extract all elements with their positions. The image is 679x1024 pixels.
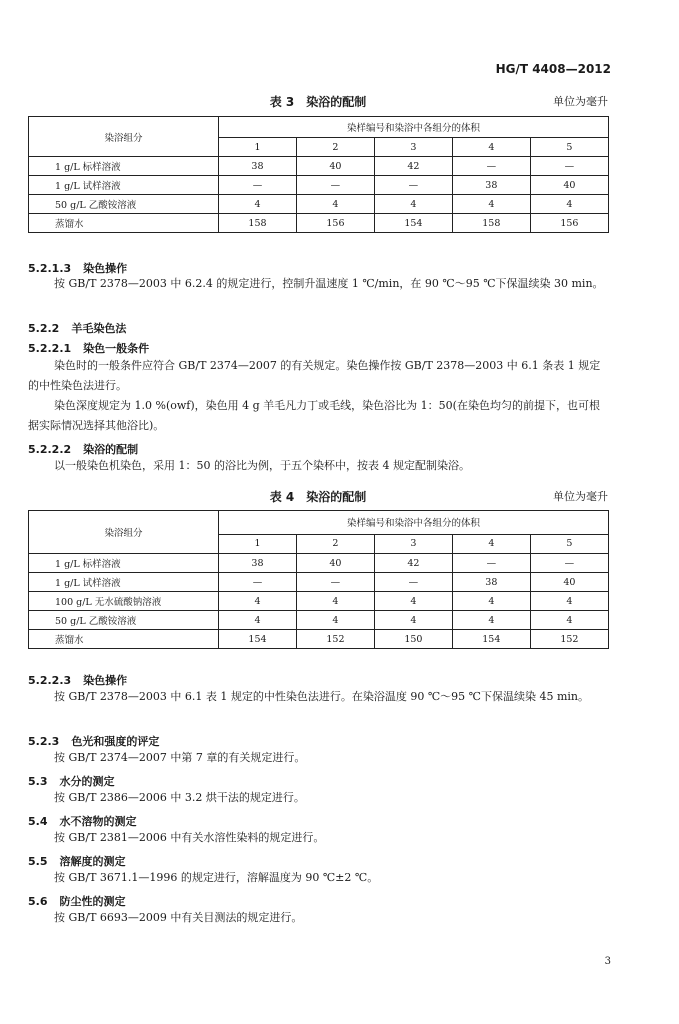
cell: 40 — [530, 573, 608, 592]
section-5-2-3-heading — [28, 733, 159, 749]
section-5-3-heading — [28, 773, 115, 789]
section-title: 染色一般条件 — [83, 342, 150, 355]
section-5-2-3-text: 按 GB/T 2374—2007 中第 7 章的有关规定进行。 — [54, 751, 306, 764]
section-number: 5.5 — [28, 855, 48, 868]
cell: 4 — [530, 195, 608, 214]
cell: 4 — [374, 611, 452, 630]
cell: 158 — [452, 214, 530, 233]
table-row — [29, 214, 609, 233]
row-label: 1 g/L 试样溶液 — [29, 573, 219, 592]
cell: 4 — [374, 195, 452, 214]
cell: 156 — [530, 214, 608, 233]
cell: — — [530, 157, 608, 176]
table4-col-1: 1 — [219, 534, 297, 553]
table4 — [28, 510, 609, 649]
section-5-4-text: 按 GB/T 2381—2006 中有关水溶性染料的规定进行。 — [54, 831, 325, 844]
cell: — — [374, 573, 452, 592]
table4-col-2: 2 — [296, 534, 374, 553]
cell: 4 — [219, 592, 297, 611]
row-label: 1 g/L 标样溶液 — [29, 157, 219, 176]
section-number: 5.2.2.2 — [28, 443, 72, 456]
cell: — — [452, 157, 530, 176]
table4-col-5: 5 — [530, 534, 608, 553]
cell: — — [374, 176, 452, 195]
cell: 40 — [296, 157, 374, 176]
cell: 40 — [530, 176, 608, 195]
section-5-6-text: 按 GB/T 6693—2009 中有关目测法的规定进行。 — [54, 911, 303, 924]
cell: — — [296, 573, 374, 592]
page-number: 3 — [604, 956, 611, 967]
table4-col-3: 3 — [374, 534, 452, 553]
cell: 38 — [219, 554, 297, 573]
table4-col-4: 4 — [452, 534, 530, 553]
table3-row-header: 染浴组分 — [29, 117, 219, 157]
cell: — — [452, 554, 530, 573]
cell: 38 — [452, 176, 530, 195]
table3-col-2: 2 — [296, 138, 374, 157]
cell: 40 — [296, 554, 374, 573]
cell: 4 — [219, 611, 297, 630]
cell: — — [296, 176, 374, 195]
section-title: 溶解度的测定 — [59, 855, 126, 868]
table3-title: 表 3 染浴的配制 — [269, 95, 367, 109]
row-label: 蒸馏水 — [29, 214, 219, 233]
section-title: 水不溶物的测定 — [59, 815, 137, 828]
cell: 154 — [219, 630, 297, 649]
table-row — [29, 176, 609, 195]
section-number: 5.2.2.3 — [28, 674, 72, 687]
section-5-2-2-2-text: 以一般染色机染色，采用 1：50 的浴比为例，于五个染杯中，按表 4 规定配制染浴。 — [54, 459, 470, 472]
section-title: 羊毛染色法 — [71, 322, 127, 335]
section-5-2-2-1-heading — [28, 340, 149, 356]
section-number: 5.6 — [28, 895, 48, 908]
cell: 152 — [530, 630, 608, 649]
row-label: 1 g/L 试样溶液 — [29, 176, 219, 195]
table4-row-header: 染浴组分 — [29, 511, 219, 554]
section-5-2-1-3-text: 按 GB/T 2378—2003 中 6.2.4 的规定进行，控制升温速度 1 ℃/min，在 90 ℃～95 ℃下保温续染 30 min。 — [54, 277, 604, 290]
row-label: 1 g/L 标样溶液 — [29, 554, 219, 573]
table4-group-header: 染样编号和染浴中各组分的体积 — [219, 511, 609, 535]
table3-col-3: 3 — [374, 138, 452, 157]
table4-unit: 单位为毫升 — [553, 490, 608, 503]
section-title: 水分的测定 — [59, 775, 115, 788]
cell: 38 — [219, 157, 297, 176]
table-row — [29, 592, 609, 611]
section-number: 5.2.2 — [28, 322, 60, 335]
cell: 4 — [296, 195, 374, 214]
cell: 158 — [219, 214, 297, 233]
row-label: 50 g/L 乙酸铵溶液 — [29, 611, 219, 630]
section-title: 防尘性的测定 — [59, 895, 126, 908]
section-number: 5.2.1.3 — [28, 262, 72, 275]
section-number: 5.3 — [28, 775, 48, 788]
section-title: 染色操作 — [83, 262, 128, 275]
table3-unit: 单位为毫升 — [553, 95, 608, 108]
table-row — [29, 554, 609, 573]
cell: 154 — [452, 630, 530, 649]
cell: 156 — [296, 214, 374, 233]
section-title: 色光和强度的评定 — [71, 735, 160, 748]
table-row — [29, 195, 609, 214]
section-number: 5.2.2.1 — [28, 342, 72, 355]
section-5-2-2-2-heading — [28, 441, 138, 457]
cell: 152 — [296, 630, 374, 649]
cell: 154 — [374, 214, 452, 233]
section-5-6-heading — [28, 893, 126, 909]
section-5-3-text: 按 GB/T 2386—2006 中 3.2 烘干法的规定进行。 — [54, 791, 305, 804]
section-title: 染浴的配制 — [83, 443, 139, 456]
cell: 4 — [296, 611, 374, 630]
table3-group-header: 染样编号和染浴中各组分的体积 — [219, 117, 609, 138]
cell: 4 — [219, 195, 297, 214]
cell: — — [219, 573, 297, 592]
table3-col-1: 1 — [219, 138, 297, 157]
row-label: 蒸馏水 — [29, 630, 219, 649]
table4-title: 表 4 染浴的配制 — [269, 490, 367, 504]
section-5-2-2-3-text: 按 GB/T 2378—2003 中 6.1 表 1 规定的中性染色法进行。在染浴温度 90 ℃～95 ℃下保温续染 45 min。 — [54, 690, 589, 703]
section-5-2-2-1-text-1: 染色时的一般条件应符合 GB/T 2374—2007 的有关规定。染色操作按 GB/T 2378—2003 中 6.1 条表 1 规定的中性染色法进行。 — [28, 359, 601, 392]
table-row — [29, 611, 609, 630]
section-5-2-2-3-heading — [28, 672, 127, 688]
section-5-5-text: 按 GB/T 3671.1—1996 的规定进行，溶解温度为 90 ℃±2 ℃。 — [54, 871, 379, 884]
table3-col-4: 4 — [452, 138, 530, 157]
cell: 38 — [452, 573, 530, 592]
table3-col-5: 5 — [530, 138, 608, 157]
row-label: 100 g/L 无水硫酸钠溶液 — [29, 592, 219, 611]
section-5-2-2-heading — [28, 320, 126, 336]
cell: 42 — [374, 554, 452, 573]
section-5-5-heading — [28, 853, 126, 869]
cell: 4 — [530, 592, 608, 611]
table-row — [29, 157, 609, 176]
standard-number: HG/T 4408—2012 — [495, 62, 611, 76]
cell: 42 — [374, 157, 452, 176]
row-label: 50 g/L 乙酸铵溶液 — [29, 195, 219, 214]
cell: — — [530, 554, 608, 573]
cell: 4 — [452, 195, 530, 214]
cell: 4 — [452, 592, 530, 611]
section-title: 染色操作 — [83, 674, 128, 687]
section-5-2-2-1-text-2: 染色深度规定为 1.0 %(owf)，染色用 4 g 羊毛凡力丁或毛线，染色浴比为 1：50(在染色均匀的前提下，也可根据实际情况选择其他浴比)。 — [28, 399, 600, 432]
section-5-4-heading — [28, 813, 137, 829]
section-number: 5.2.3 — [28, 735, 60, 748]
cell: 4 — [452, 611, 530, 630]
cell: 150 — [374, 630, 452, 649]
table-row — [29, 573, 609, 592]
table3 — [28, 116, 609, 233]
cell: 4 — [530, 611, 608, 630]
section-number: 5.4 — [28, 815, 48, 828]
cell: 4 — [374, 592, 452, 611]
cell: — — [219, 176, 297, 195]
cell: 4 — [296, 592, 374, 611]
table-row — [29, 630, 609, 649]
